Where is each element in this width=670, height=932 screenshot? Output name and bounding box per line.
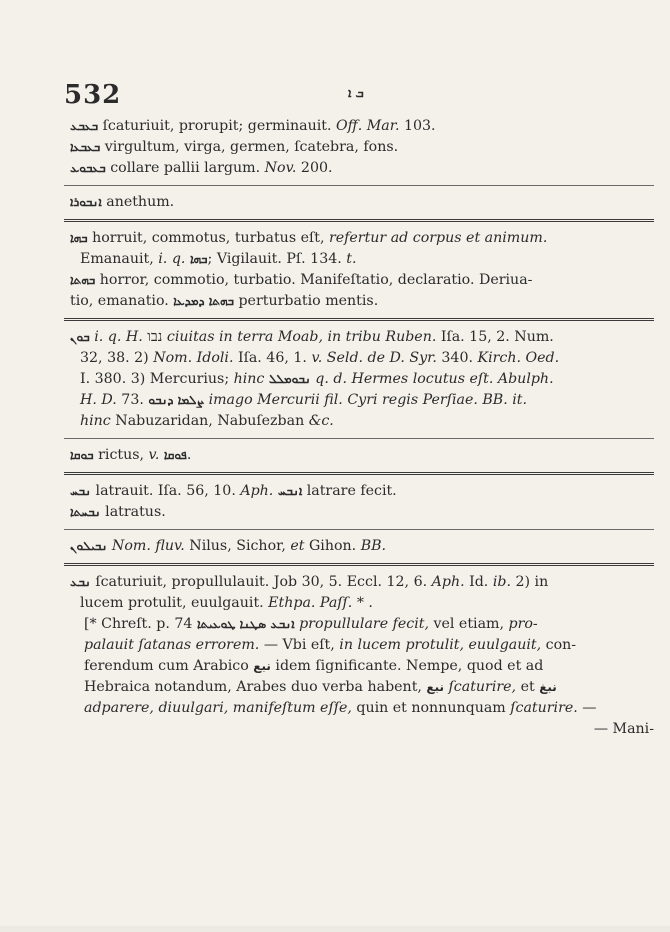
syriac-headword: ܒܥܒܘܥ <box>70 161 106 175</box>
dictionary-entry <box>70 327 654 432</box>
syriac-headword: نبع <box>253 659 271 673</box>
body-text: virgultum, virga, germen, ſcatebra, fons. <box>100 139 399 155</box>
body-text: idem ſignificante. Nempe, quod et ad <box>270 658 544 674</box>
body-text: latratus. <box>100 504 166 520</box>
body-text: * . <box>352 595 373 611</box>
italic-text: Nom. fluv. <box>111 538 185 554</box>
body-text: — <box>577 700 597 716</box>
italic-text: propullulare fecit, <box>299 616 429 632</box>
dictionary-entry <box>70 572 654 740</box>
entry-line <box>70 445 654 466</box>
body-text: et <box>516 679 540 695</box>
body-text: Gihon. <box>304 538 361 554</box>
dictionary-entry <box>70 445 654 466</box>
syriac-headword: ܐܢܒܥ ܣܛܢܐ ܛܘܥܝܬܐ <box>196 617 295 631</box>
italic-text: hinc <box>80 413 111 429</box>
italic-text: Nom. Idoli. <box>153 350 234 366</box>
body-text: latrare fecit. <box>302 483 397 499</box>
entry-divider <box>64 185 654 186</box>
italic-text: Aph. <box>431 574 465 590</box>
body-text: I. 380. 3) Mercurius; <box>80 371 234 387</box>
body-text: — Mani- <box>593 721 654 737</box>
syriac-headword: ܒܘܢ <box>70 330 90 344</box>
body-text: anethum. <box>101 194 175 210</box>
italic-text: ib. <box>492 574 511 590</box>
entry-line <box>70 614 654 635</box>
body-text: Id. <box>464 574 493 590</box>
body-text: Hebraica notandum, Arabes duo verba habent, <box>84 679 427 695</box>
syriac-headword: ܢܒܝܠܘܢ <box>70 539 108 553</box>
entry-line <box>70 656 654 677</box>
dictionary-entry <box>70 481 654 523</box>
body-text: horror, commotio, turbatio. Manifeſtatio, declaratio. Deriua- <box>95 272 533 288</box>
body-text: Nabuzaridan, Nabuſezban <box>110 413 309 429</box>
italic-text: v. <box>148 447 160 463</box>
entry-line <box>70 249 654 270</box>
italic-text: i. q. <box>158 251 186 267</box>
page-header <box>64 80 624 110</box>
entry-line <box>70 719 654 740</box>
entry-line <box>70 228 654 249</box>
syriac-headword: نبع <box>426 680 445 694</box>
entry-line <box>70 481 654 502</box>
body-text: perturbatio mentis. <box>233 293 379 309</box>
syriac-headword: ܨܠܡܐ ܕܢܒܘ <box>148 393 205 407</box>
syriac-headword: ܐܢܒܚ <box>277 484 303 498</box>
body-text: Emanauit, <box>80 251 159 267</box>
entry-divider <box>64 318 654 321</box>
body-text: 340. <box>436 350 478 366</box>
italic-text: in lucem protulit, euulgauit, <box>339 637 542 653</box>
italic-text: refertur ad corpus et animum. <box>328 230 548 246</box>
italic-text: ſcaturire. <box>510 700 578 716</box>
italic-text: adparere, diuulgari, manifeſtum eſſe, <box>84 700 352 716</box>
entry-line <box>70 390 654 411</box>
entry-line <box>70 411 654 432</box>
body-text: ; Vigilauit. Pſ. 134. <box>207 251 347 267</box>
entry-line <box>70 158 654 179</box>
dictionary-entry <box>70 192 654 213</box>
syriac-headword: ܒܗܬܐ ܕܡܕܥܐ <box>173 294 234 308</box>
italic-text: imago Mercurii fil. Cyri regis Perſiae. BB. it. <box>208 392 527 408</box>
body-text: lucem protulit, euulgauit. <box>80 595 269 611</box>
entry-line <box>70 502 654 523</box>
italic-text: pro- <box>508 616 538 632</box>
body-text: ferendum cum Arabico <box>84 658 254 674</box>
page-edge <box>0 926 670 932</box>
body-text: rictus, <box>93 447 149 463</box>
entry-line <box>70 536 654 557</box>
entry-divider <box>64 219 654 222</box>
body-text: . <box>186 447 192 463</box>
syriac-headword: ܒܥܒܥܐ <box>70 140 101 154</box>
dictionary-entry <box>70 536 654 557</box>
body-text: — Vbi eſt, <box>259 637 340 653</box>
syriac-headword: نبغ <box>539 680 557 694</box>
italic-text: BB. <box>360 538 387 554</box>
body-text: Nilus, Sichor, <box>184 538 291 554</box>
body-text: 103. <box>399 118 436 134</box>
italic-text: q. d. Hermes locutus eſt. Abulph. <box>315 371 554 387</box>
italic-text: ſcaturire, <box>448 679 517 695</box>
dictionary-column <box>70 116 654 740</box>
body-text: ſcaturiuit, propullulauit. Job 30, 5. Eccl. 12, 6. <box>90 574 432 590</box>
body-text: 73. <box>116 392 149 408</box>
italic-text: Aph. <box>240 483 274 499</box>
italic-text: Kirch. Oed. <box>477 350 560 366</box>
italic-text: ciuitas in terra Moab, in tribu Ruben. <box>166 329 437 345</box>
syriac-headword: ܢܒܘܡܠܠ <box>268 372 311 386</box>
entry-line <box>70 572 654 593</box>
entry-divider <box>64 529 654 530</box>
body-text: 200. <box>296 160 333 176</box>
body-text: ſcaturiuit, prorupit; germinauit. <box>98 118 337 134</box>
body-text: 32, 38. 2) <box>80 350 154 366</box>
italic-text: &c. <box>308 413 334 429</box>
italic-text: Off. Mar. <box>336 118 400 134</box>
body-text: latrauit. Iſa. 56, 10. <box>91 483 241 499</box>
body-text: horruit, commotus, turbatus eſt, <box>87 230 329 246</box>
italic-text: t. <box>346 251 357 267</box>
entry-line <box>70 698 654 719</box>
italic-text: et <box>290 538 305 554</box>
entry-line <box>70 635 654 656</box>
syriac-headword: ܢܒܚܬܐ <box>70 505 101 519</box>
entry-divider <box>64 472 654 475</box>
page-number: 532 <box>64 80 122 110</box>
italic-text: i. q. H. <box>94 329 143 345</box>
body-text: vel etiam, <box>428 616 509 632</box>
syriac-headword: ܦܘܩܐ <box>163 448 187 462</box>
entry-line <box>70 137 654 158</box>
body-text: נבו <box>142 329 167 345</box>
syriac-headword: ܒܗܐ <box>70 231 88 245</box>
body-text: con- <box>541 637 577 653</box>
entry-line <box>70 677 654 698</box>
entry-line <box>70 192 654 213</box>
entry-line <box>70 116 654 137</box>
syriac-headword: ܒܘܩܐ <box>70 448 94 462</box>
syriac-headword: ܢܒܥ <box>70 575 91 589</box>
entry-line <box>70 348 654 369</box>
syriac-headword: ܒܗܬܐ <box>70 273 96 287</box>
syriac-headword: ܐܢܒܘܪܐ <box>70 195 102 209</box>
body-text: tio, emanatio. <box>70 293 174 309</box>
italic-text: Ethpa. Paſſ. <box>268 595 353 611</box>
body-text: quin et nonnunquam <box>351 700 511 716</box>
italic-text: palauit ſatanas errorem. <box>84 637 260 653</box>
syriac-headword: ܒܥܒܥ <box>70 119 99 133</box>
entry-divider <box>64 563 654 566</box>
body-text: 2) in <box>510 574 549 590</box>
italic-text: hinc <box>233 371 265 387</box>
entry-line <box>70 291 654 312</box>
body-text: Iſa. 46, 1. <box>233 350 312 366</box>
running-head: ܒ ܐ <box>348 86 364 100</box>
dictionary-entry <box>70 228 654 312</box>
entry-line <box>70 270 654 291</box>
syriac-headword: ܒܗܐ <box>189 252 208 266</box>
entry-line <box>70 327 654 348</box>
italic-text: Nov. <box>264 160 297 176</box>
entry-line <box>70 593 654 614</box>
dictionary-entry <box>70 116 654 179</box>
syriac-headword: ܢܒܚ <box>70 484 92 498</box>
body-text: Iſa. 15, 2. Num. <box>436 329 554 345</box>
entry-line <box>70 369 654 390</box>
entry-divider <box>64 438 654 439</box>
italic-text: H. D. <box>80 392 117 408</box>
body-text: [* Chreſt. p. 74 <box>84 616 197 632</box>
italic-text: v. Seld. de D. Syr. <box>311 350 437 366</box>
body-text: collare pallii largum. <box>105 160 265 176</box>
